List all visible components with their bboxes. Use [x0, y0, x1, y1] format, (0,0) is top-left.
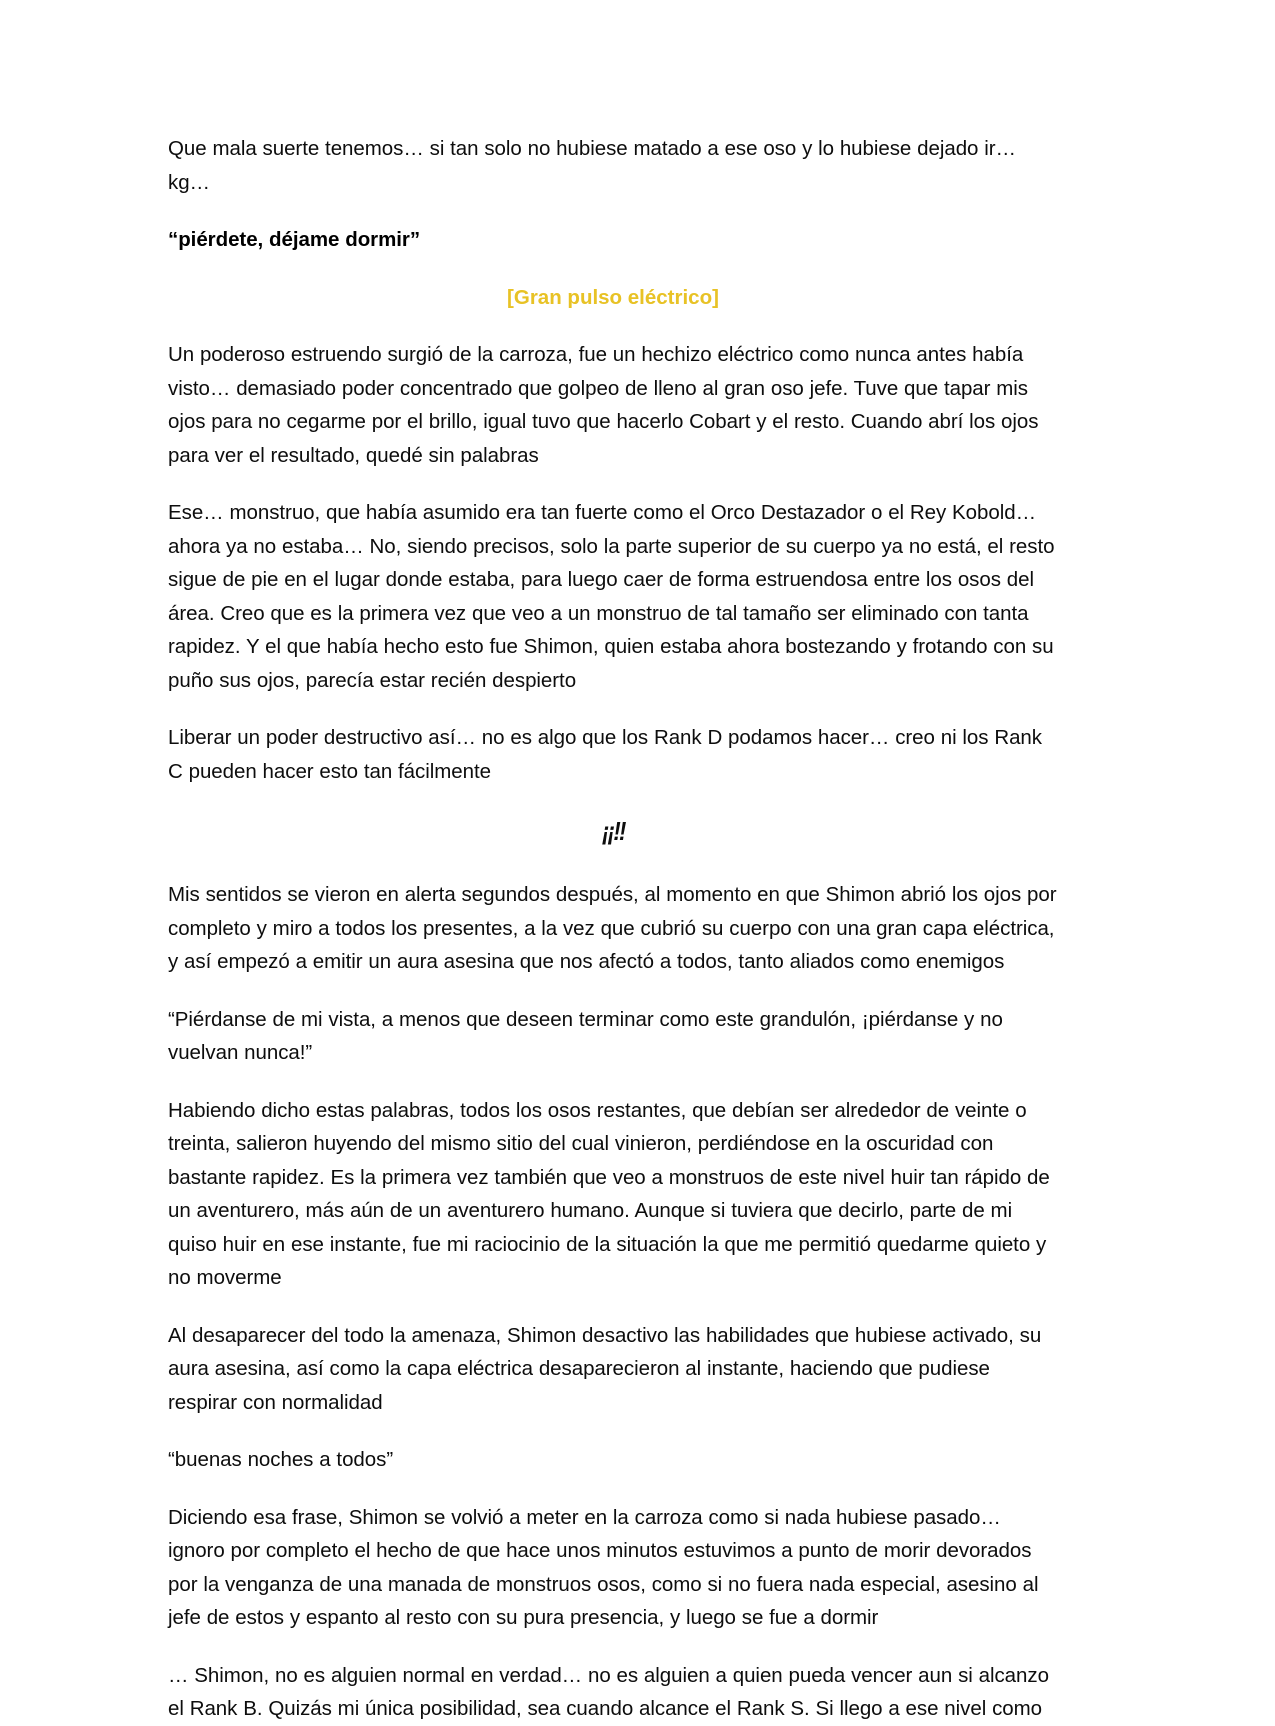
paragraph-shimon-returns-to-carriage: Diciendo esa frase, Shimon se volvió a meter en la carroza como si nada hubiese pasado… ignoro por completo el hecho de que hace unos minutos estuvimos a punto de morir devorados por la venganza de una manada de monstruos osos, como si no fuera nada especial, asesino al jefe de estos y espanto al resto con su pura presencia, y luego se fue a dormir: [168, 1505, 1039, 1629]
paragraph-threat-disappears: Al desaparecer del todo la amenaza, Shimon desactivo las habilidades que hubiese activado, su aura asesina, así como la capa eléctrica desaparecieron al instante, haciendo que pudiese respirar con normalidad: [168, 1323, 1042, 1414]
paragraph-bold-dialogue-quote: “piérdete, déjame dormir”: [168, 228, 421, 251]
paragraph-closing-reflection: … Shimon, no es alguien normal en verdad… no es alguien a quien pueda vencer aun si alcanzo el Rank B. Quizás mi única posibilidad, sea cuando alcance el Rank S. Si llego a ese nivel como: [168, 1663, 1049, 1720]
paragraph-goodnight-quote: “buenas noches a todos”: [168, 1448, 394, 1471]
document-body: [168, 132, 1058, 1726]
paragraph-bears-fleeing: Habiendo dicho estas palabras, todos los osos restantes, que debían ser alrededor de veinte o treinta, salieron huyendo del mismo sitio del cual vinieron, perdiéndose en la oscuridad con bastante rapidez. Es la primera vez también que veo a monstruos de este nivel huir tan rápido de un aventurero, más aún de un aventurero humano. Aunque si tuviera que decirlo, parte de mi quiso huir en ese instante, fue mi raciocinio de la situación la que me permitió quedarme quieto y no moverme: [168, 1098, 1050, 1289]
paragraph-opening-line: Que mala suerte tenemos… si tan solo no hubiese matado a ese oso y lo hubiese dejado ir… kg…: [168, 137, 1016, 194]
paragraph-monster-aftermath: Ese… monstruo, que había asumido era tan fuerte como el Orco Destazador o el Rey Kobold… ahora ya no estaba… No, siendo precisos, solo la parte superior de su cuerpo ya no está, el resto sigue de pie en el lugar donde estaba, para luego caer de forma estruendosa entre los osos del área. Creo que es la primera vez que veo a un monstruo de tal tamaño ser eliminado con tanta rapidez. Y el que había hecho esto fue Shimon, quien estaba ahora bostezando y frotando con su puño sus ojos, parecía estar recién despierto: [168, 501, 1055, 692]
exclamation-marks-icon: ¡¡!!: [601, 816, 625, 846]
paragraph-electric-spell-description: Un poderoso estruendo surgió de la carroza, fue un hechizo eléctrico como nunca antes había visto… demasiado poder concentrado que golpeo de lleno al gran oso jefe. Tuve que tapar mis ojos para no cegarme por el brillo, igual tuvo que hacerlo Cobart y el resto. Cuando abrí los ojos para ver el resultado, quedé sin palabras: [168, 343, 1039, 467]
paragraph-senses-alert: Mis sentidos se vieron en alerta segundos después, al momento en que Shimon abrió los ojos por completo y miro a todos los presentes, a la vez que cubrió su cuerpo con una gran capa eléctrica, y así empezó a emitir un aura asesina que nos afectó a todos, tanto aliados como enemigos: [168, 883, 1057, 973]
skill-name-heading: [Gran pulso eléctrico]: [507, 285, 719, 309]
paragraph-shimon-threat-quote: “Piérdanse de mi vista, a menos que deseen terminar como este grandulón, ¡piérdanse y no vuelvan nunca!”: [168, 1007, 1003, 1064]
paragraph-rank-commentary: Liberar un poder destructivo así… no es algo que los Rank D podamos hacer… creo ni los Rank C pueden hacer esto tan fácilmente: [168, 726, 1042, 783]
scene-break-divider: [168, 818, 1058, 852]
